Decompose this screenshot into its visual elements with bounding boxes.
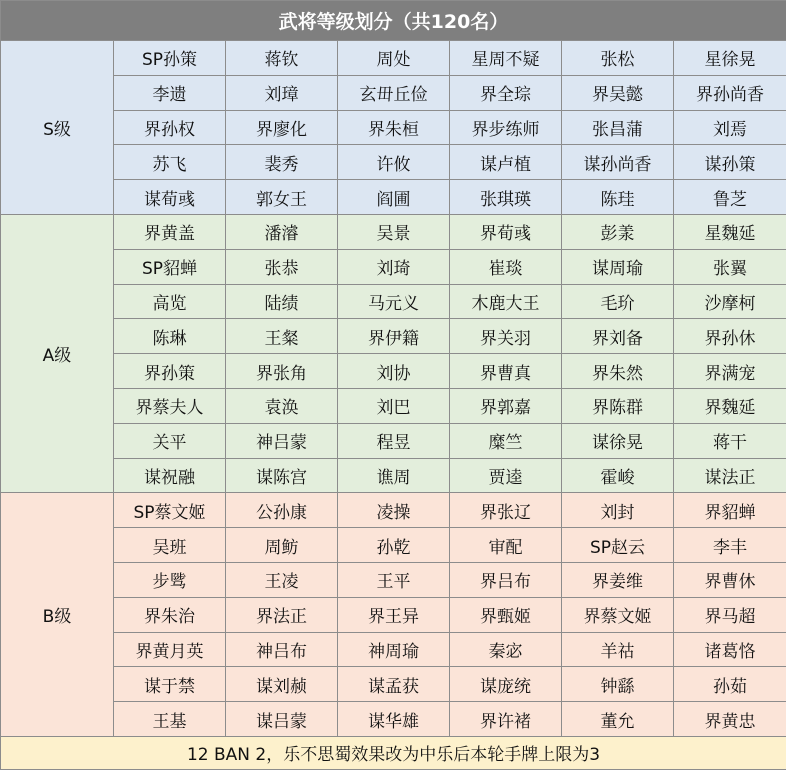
general-cell: 孙乾 [338,528,450,563]
general-cell: 刘巴 [338,388,450,423]
general-cell: 界王异 [338,597,450,632]
general-cell: 蒋干 [674,423,786,458]
table-row [1,632,786,667]
general-cell: 糜竺 [450,423,562,458]
general-cell: 陈珪 [562,180,674,215]
general-cell: 李遗 [114,75,226,110]
general-cell: 蒋钦 [226,41,338,76]
general-cell: 沙摩柯 [674,284,786,319]
general-cell: 界伊籍 [338,319,450,354]
table-row [1,528,786,563]
general-cell: 潘濬 [226,214,338,249]
general-cell: 贾逵 [450,458,562,493]
table-row [1,458,786,493]
general-cell: 张昌蒲 [562,110,674,145]
general-cell: 神周瑜 [338,632,450,667]
general-cell: 界郭嘉 [450,388,562,423]
general-cell: 星魏延 [674,214,786,249]
general-cell: 吴景 [338,214,450,249]
general-cell: 谋孙策 [674,145,786,180]
general-cell: 张恭 [226,249,338,284]
general-cell: 王凌 [226,562,338,597]
general-cell: 霍峻 [562,458,674,493]
rule-note: 12 BAN 2，乐不思蜀效果改为中乐后本轮手牌上限为3 [1,736,786,769]
general-cell: 郭女王 [226,180,338,215]
general-cell: 界廖化 [226,110,338,145]
general-cell: 谋祝融 [114,458,226,493]
general-cell: 谋庞统 [450,667,562,702]
table-row [1,75,786,110]
table-row [1,667,786,702]
table-row [1,423,786,458]
general-cell: 界孙休 [674,319,786,354]
general-cell: 谋孙尚香 [562,145,674,180]
general-cell: 谋徐晃 [562,423,674,458]
general-cell: 界法正 [226,597,338,632]
table-row [1,702,786,737]
general-cell: 张琪瑛 [450,180,562,215]
table-row [1,110,786,145]
general-cell: 李丰 [674,528,786,563]
general-cell: 界许褚 [450,702,562,737]
general-cell: 马元义 [338,284,450,319]
general-cell: 神吕蒙 [226,423,338,458]
general-cell: 陈琳 [114,319,226,354]
general-cell: 界马超 [674,597,786,632]
general-cell: 谋法正 [674,458,786,493]
general-cell: 界曹真 [450,354,562,389]
general-cell: 界姜维 [562,562,674,597]
tier-label: A级 [1,214,114,492]
general-cell: 彭羕 [562,214,674,249]
general-cell: 界貂蝉 [674,493,786,528]
general-cell: 袁涣 [226,388,338,423]
general-cell: 界蔡文姬 [562,597,674,632]
general-cell: 界黄月英 [114,632,226,667]
general-cell: 鲁芝 [674,180,786,215]
table-row [1,284,786,319]
general-cell: 苏飞 [114,145,226,180]
general-cell: 阎圃 [338,180,450,215]
table-row [1,214,786,249]
general-cell: 木鹿大王 [450,284,562,319]
general-cell: 高览 [114,284,226,319]
general-cell: 董允 [562,702,674,737]
general-cell: 界曹休 [674,562,786,597]
table-row [1,354,786,389]
general-cell: 界吕布 [450,562,562,597]
general-cell: 谋卢植 [450,145,562,180]
general-cell: 界满宠 [674,354,786,389]
general-cell: 界朱然 [562,354,674,389]
general-cell: 陆绩 [226,284,338,319]
general-cell: 诸葛恪 [674,632,786,667]
general-cell: 界孙权 [114,110,226,145]
general-cell: SP赵云 [562,528,674,563]
general-cell: 周鲂 [226,528,338,563]
general-cell: 羊祜 [562,632,674,667]
general-cell: 刘协 [338,354,450,389]
table-row [1,388,786,423]
general-cell: 界刘备 [562,319,674,354]
table-row [1,145,786,180]
general-cell: 谋华雄 [338,702,450,737]
general-cell: 公孙康 [226,493,338,528]
general-cell: 界张辽 [450,493,562,528]
general-cell: 界朱桓 [338,110,450,145]
general-cell: 界朱治 [114,597,226,632]
general-cell: 凌操 [338,493,450,528]
general-cell: 裴秀 [226,145,338,180]
general-cell: 王粲 [226,319,338,354]
general-cell: 谋周瑜 [562,249,674,284]
general-cell: 张翼 [674,249,786,284]
general-cell: 刘璋 [226,75,338,110]
general-cell: 许攸 [338,145,450,180]
general-cell: 界黄盖 [114,214,226,249]
general-cell: 界关羽 [450,319,562,354]
tier-label: B级 [1,493,114,737]
table-row [1,493,786,528]
general-cell: 王平 [338,562,450,597]
general-cell: 钟繇 [562,667,674,702]
general-cell: 星周不疑 [450,41,562,76]
general-cell: 界孙策 [114,354,226,389]
general-cell: 界魏延 [674,388,786,423]
general-cell: 步骘 [114,562,226,597]
general-cell: 界蔡夫人 [114,388,226,423]
table-row [1,180,786,215]
general-cell: 玄毌丘俭 [338,75,450,110]
general-cell: 关平 [114,423,226,458]
general-cell: 界步练师 [450,110,562,145]
general-cell: 界吴懿 [562,75,674,110]
general-cell: 崔琰 [450,249,562,284]
general-cell: 秦宓 [450,632,562,667]
general-cell: 谋陈宫 [226,458,338,493]
general-cell: 张松 [562,41,674,76]
general-cell: 谋孟获 [338,667,450,702]
general-cell: 孙茹 [674,667,786,702]
general-cell: 界黄忠 [674,702,786,737]
general-cell: 毛玠 [562,284,674,319]
general-cell: 界全琮 [450,75,562,110]
general-cell: SP蔡文姬 [114,493,226,528]
general-cell: SP貂蝉 [114,249,226,284]
general-cell: 星徐晃 [674,41,786,76]
table-title: 武将等级划分（共120名） [1,1,786,41]
general-cell: 刘焉 [674,110,786,145]
general-cell: 刘封 [562,493,674,528]
general-cell: 界孙尚香 [674,75,786,110]
tier-label: S级 [1,41,114,215]
general-cell: 谋荀彧 [114,180,226,215]
general-cell: SP孙策 [114,41,226,76]
table-row [1,562,786,597]
general-cell: 界陈群 [562,388,674,423]
general-cell: 界荀彧 [450,214,562,249]
general-cell: 界甄姬 [450,597,562,632]
general-cell: 谋于禁 [114,667,226,702]
general-cell: 界张角 [226,354,338,389]
general-cell: 谋刘赪 [226,667,338,702]
general-cell: 谋吕蒙 [226,702,338,737]
general-cell: 神吕布 [226,632,338,667]
general-cell: 谯周 [338,458,450,493]
general-cell: 程昱 [338,423,450,458]
table-row [1,597,786,632]
table-row [1,249,786,284]
general-cell: 周处 [338,41,450,76]
table-row [1,41,786,76]
general-cell: 刘琦 [338,249,450,284]
general-cell: 吴班 [114,528,226,563]
general-cell: 审配 [450,528,562,563]
table-row [1,319,786,354]
general-cell: 王基 [114,702,226,737]
